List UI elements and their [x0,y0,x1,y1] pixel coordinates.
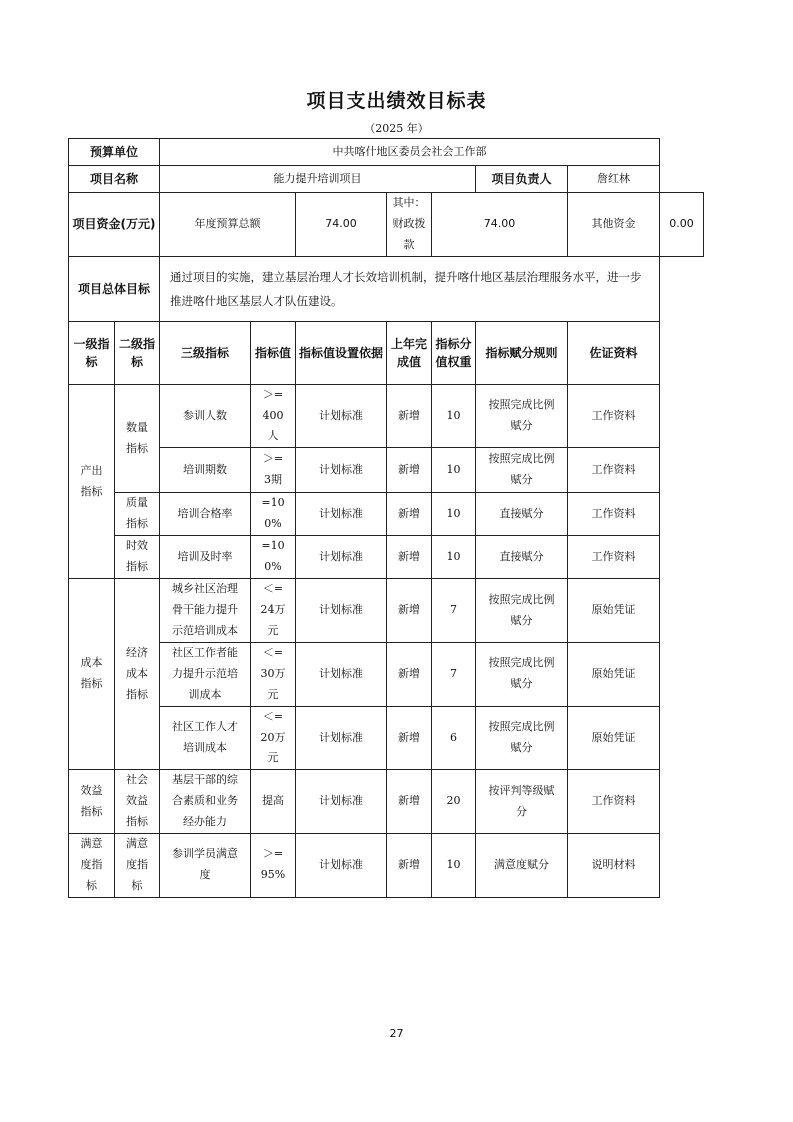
header-value-basis: 指标值设置依据 [296,321,387,384]
last-year-cell: 新增 [387,770,432,834]
budget-unit-label: 预算单位 [69,139,160,166]
scoring-rule-cell: 按评判等级赋分 [476,770,568,834]
indicator-value-cell: 提高 [251,770,296,834]
value-basis-cell: 计划标准 [296,493,387,536]
annual-total-value: 74.00 [296,193,387,257]
level2-cell: 经济成本指标 [115,579,160,770]
header-weight: 指标分值权重 [432,321,476,384]
indicator-value-cell: =100% [251,493,296,536]
value-basis-cell: 计划标准 [296,706,387,770]
scoring-rule-cell: 按照完成比例赋分 [476,448,568,493]
evidence-cell: 工作资料 [568,493,660,536]
level1-cell: 满意度指标 [69,834,115,898]
overall-goal-label: 项目总体目标 [69,256,160,321]
page-number: 27 [389,1027,404,1040]
weight-cell: 10 [432,493,476,536]
table-row [69,536,704,579]
last-year-cell: 新增 [387,493,432,536]
value-basis-cell: 计划标准 [296,448,387,493]
annual-total-label: 年度预算总额 [160,193,296,257]
level3-cell: 基层干部的综合素质和业务经办能力 [160,770,251,834]
scoring-rule-cell: 满意度赋分 [476,834,568,898]
indicator-value-cell: ＞=95% [251,834,296,898]
evidence-cell: 工作资料 [568,384,660,448]
evidence-cell: 工作资料 [568,770,660,834]
indicator-value-cell: ＞=400人 [251,384,296,448]
evidence-cell: 原始凭证 [568,579,660,643]
page-title: 项目支出绩效目标表 [306,90,487,112]
last-year-cell: 新增 [387,536,432,579]
level3-cell: 参训人数 [160,384,251,448]
level2-cell: 社会效益指标 [115,770,160,834]
weight-cell: 7 [432,579,476,643]
table-row [69,770,704,834]
table-row [69,834,704,898]
table-row [69,706,704,770]
level3-cell: 社区工作人才培训成本 [160,706,251,770]
header-level2: 二级指标 [115,321,160,384]
indicator-value-cell: =100% [251,536,296,579]
level3-cell: 培训合格率 [160,493,251,536]
last-year-cell: 新增 [387,384,432,448]
header-last-year: 上年完成值 [387,321,432,384]
scoring-rule-cell: 按照完成比例赋分 [476,643,568,707]
scoring-rule-cell: 按照完成比例赋分 [476,706,568,770]
indicator-value-cell: ＜=30万元 [251,643,296,707]
value-basis-cell: 计划标准 [296,536,387,579]
indicator-value-cell: ＞=3期 [251,448,296,493]
weight-cell: 10 [432,834,476,898]
last-year-cell: 新增 [387,448,432,493]
header-evidence: 佐证资料 [568,321,660,384]
evidence-cell: 原始凭证 [568,706,660,770]
scoring-rule-cell: 直接赋分 [476,536,568,579]
level1-cell: 效益指标 [69,770,115,834]
level3-cell: 参训学员满意度 [160,834,251,898]
project-name-value: 能力提升培训项目 [160,166,476,193]
last-year-cell: 新增 [387,834,432,898]
table-row [69,579,704,643]
indicator-value-cell: ＜=24万元 [251,579,296,643]
project-funds-label: 项目资金(万元) [69,193,160,257]
table-row [69,643,704,707]
level3-cell: 培训期数 [160,448,251,493]
year-label: （2025 年） [364,122,429,135]
level2-cell: 质量指标 [115,493,160,536]
header-level3: 三级指标 [160,321,251,384]
fiscal-label: 其中：财政拨款 [387,193,432,257]
weight-cell: 7 [432,643,476,707]
value-basis-cell: 计划标准 [296,579,387,643]
header-level1: 一级指标 [69,321,115,384]
other-funds-label: 其他资金 [568,193,660,257]
weight-cell: 10 [432,448,476,493]
weight-cell: 10 [432,384,476,448]
fiscal-value: 74.00 [432,193,568,257]
table-row [69,448,704,493]
weight-cell: 20 [432,770,476,834]
project-leader-value: 詹红林 [568,166,660,193]
performance-table [68,138,704,898]
project-name-label: 项目名称 [69,166,160,193]
budget-unit-value: 中共喀什地区委员会社会工作部 [160,139,660,166]
level1-cell: 成本指标 [69,579,115,770]
project-leader-label: 项目负责人 [476,166,568,193]
overall-goal-text: 通过项目的实施，建立基层治理人才长效培训机制，提升喀什地区基层治理服务水平，进一步推进喀什地区基层人才队伍建设。 [160,256,660,321]
last-year-cell: 新增 [387,579,432,643]
weight-cell: 6 [432,706,476,770]
indicator-value-cell: ＜=20万元 [251,706,296,770]
level2-cell: 满意度指标 [115,834,160,898]
level1-cell: 产出指标 [69,384,115,579]
level3-cell: 社区工作者能力提升示范培训成本 [160,643,251,707]
evidence-cell: 工作资料 [568,448,660,493]
scoring-rule-cell: 按照完成比例赋分 [476,384,568,448]
value-basis-cell: 计划标准 [296,384,387,448]
value-basis-cell: 计划标准 [296,643,387,707]
value-basis-cell: 计划标准 [296,770,387,834]
last-year-cell: 新增 [387,706,432,770]
table-row [69,384,704,448]
evidence-cell: 工作资料 [568,536,660,579]
scoring-rule-cell: 按照完成比例赋分 [476,579,568,643]
table-row [69,493,704,536]
level2-cell: 数量指标 [115,384,160,493]
value-basis-cell: 计划标准 [296,834,387,898]
level3-cell: 培训及时率 [160,536,251,579]
weight-cell: 10 [432,536,476,579]
header-scoring-rule: 指标赋分规则 [476,321,568,384]
scoring-rule-cell: 直接赋分 [476,493,568,536]
evidence-cell: 原始凭证 [568,643,660,707]
level2-cell: 时效指标 [115,536,160,579]
last-year-cell: 新增 [387,643,432,707]
level3-cell: 城乡社区治理骨干能力提升示范培训成本 [160,579,251,643]
header-indicator-value: 指标值 [251,321,296,384]
evidence-cell: 说明材料 [568,834,660,898]
other-funds-value: 0.00 [660,193,704,257]
